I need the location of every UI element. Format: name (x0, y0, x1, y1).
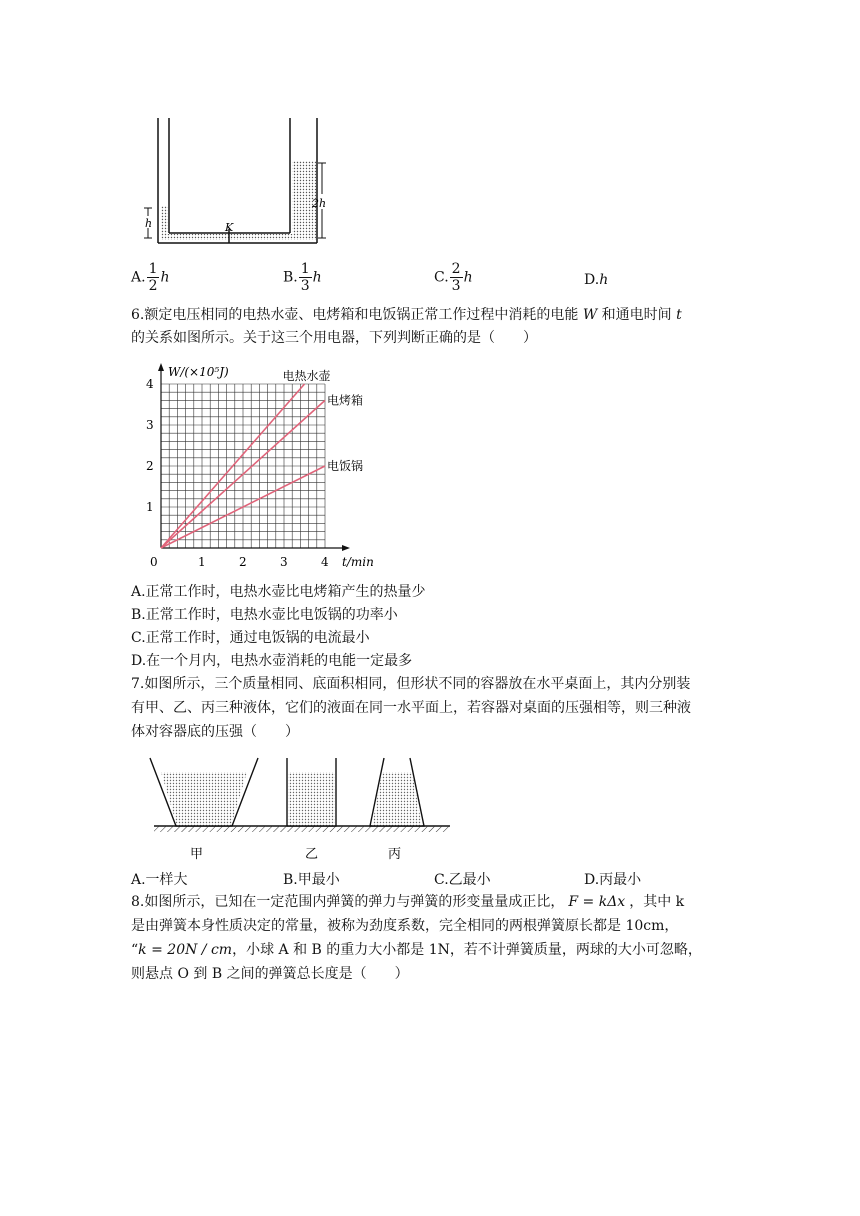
x-tick-label: 4 (321, 555, 329, 569)
q8-line3: “k = 20N / cm，小球 A 和 B 的重力大小都是 1N，若不计弹簧质量，两球的大小可忽略， (131, 942, 702, 958)
y-axis-label: W/(×10⁵J) (168, 365, 229, 379)
x-tick-label: 3 (280, 555, 288, 569)
y-tick-label: 2 (146, 459, 154, 473)
q7-option-d: D.丙最小 (584, 872, 642, 888)
series-label-2: 电饭锅 (327, 459, 364, 473)
container-jia-liquid (161, 772, 247, 826)
label-k: K (225, 221, 234, 234)
q5-option-c: C. $\frac{2}{3}$ h (434, 261, 473, 294)
q5-figure (140, 116, 330, 246)
q5-option-d: D.h (584, 272, 609, 288)
y-tick-label: 1 (146, 500, 154, 514)
q7-stem-line1: 7.如图所示，三个质量相同、底面积相同，但形状不同的容器放在水平桌面上，其内分别装 (131, 676, 691, 692)
q8-line1: 8.如图所示，已知在一定范围内弹簧的弹力与弹簧的形变量量成正比， F = kΔx ，其中 k (131, 894, 685, 910)
q5-option-a: A. $\frac{1}{2}$ h (131, 261, 170, 294)
q6-option-c: C.正常工作时，通过电饭锅的电流最小 (131, 630, 370, 646)
q7-stem-line2: 有甲、乙、丙三种液体，它们的液面在同一水平面上，若容器对桌面的压强相等，则三种液 (131, 700, 691, 716)
q6-chart-svg (140, 360, 380, 575)
series-label-0: 电热水壶 (282, 369, 331, 383)
x-tick-label: 2 (239, 555, 247, 569)
q7-option-a: A.一样大 (131, 872, 188, 888)
q8-line4: 则悬点 O 到 B 之间的弹簧总长度是（ ） (131, 966, 409, 982)
q6-stem-line2: 的关系如图所示。关于这三个用电器，下列判断正确的是（ ） (131, 330, 537, 346)
q6-option-a: A.正常工作时，电热水壶比电烤箱产生的热量少 (131, 584, 426, 600)
label-h: h (145, 217, 153, 230)
q6-option-d: D.在一个月内，电热水壶消耗的电能一定最多 (131, 653, 413, 669)
y-axis-arrow (158, 363, 164, 371)
q8-line2: 是由弹簧本身性质决定的常量，被称为劲度系数，完全相同的两根弹簧原长都是 10cm， (131, 918, 679, 934)
x-axis-label: t/min (342, 555, 374, 569)
y-tick-label: 3 (146, 418, 154, 432)
q7-stem-line3: 体对容器底的压强（ ） (131, 724, 299, 740)
q7-option-c: C.乙最小 (434, 872, 491, 888)
q6-option-b: B.正常工作时，电热水壶比电饭锅的功率小 (131, 607, 398, 623)
label-2h: 2h (312, 197, 327, 210)
container-yi-liquid (288, 772, 335, 826)
x-tick-label: 0 (150, 555, 158, 569)
label-bing: 丙 (388, 847, 402, 862)
q5-option-b: B. $\frac{1}{3}$ h (283, 261, 322, 294)
x-tick-label: 1 (198, 555, 206, 569)
series-label-1: 电烤箱 (327, 393, 364, 408)
q7-figure (148, 752, 458, 867)
x-axis-arrow (342, 545, 350, 551)
q7-option-b: B.甲最小 (283, 872, 340, 888)
label-jia: 甲 (190, 847, 204, 862)
y-tick-label: 4 (146, 377, 154, 391)
bottom-liquid (161, 234, 316, 240)
label-yi: 乙 (305, 847, 319, 862)
q6-stem-line1: 6.额定电压相同的电热水壶、电烤箱和电饭锅正常工作过程中消耗的电能 W 和通电时间 t (131, 307, 682, 323)
q6-chart (140, 360, 380, 575)
chart-grid (161, 384, 325, 548)
